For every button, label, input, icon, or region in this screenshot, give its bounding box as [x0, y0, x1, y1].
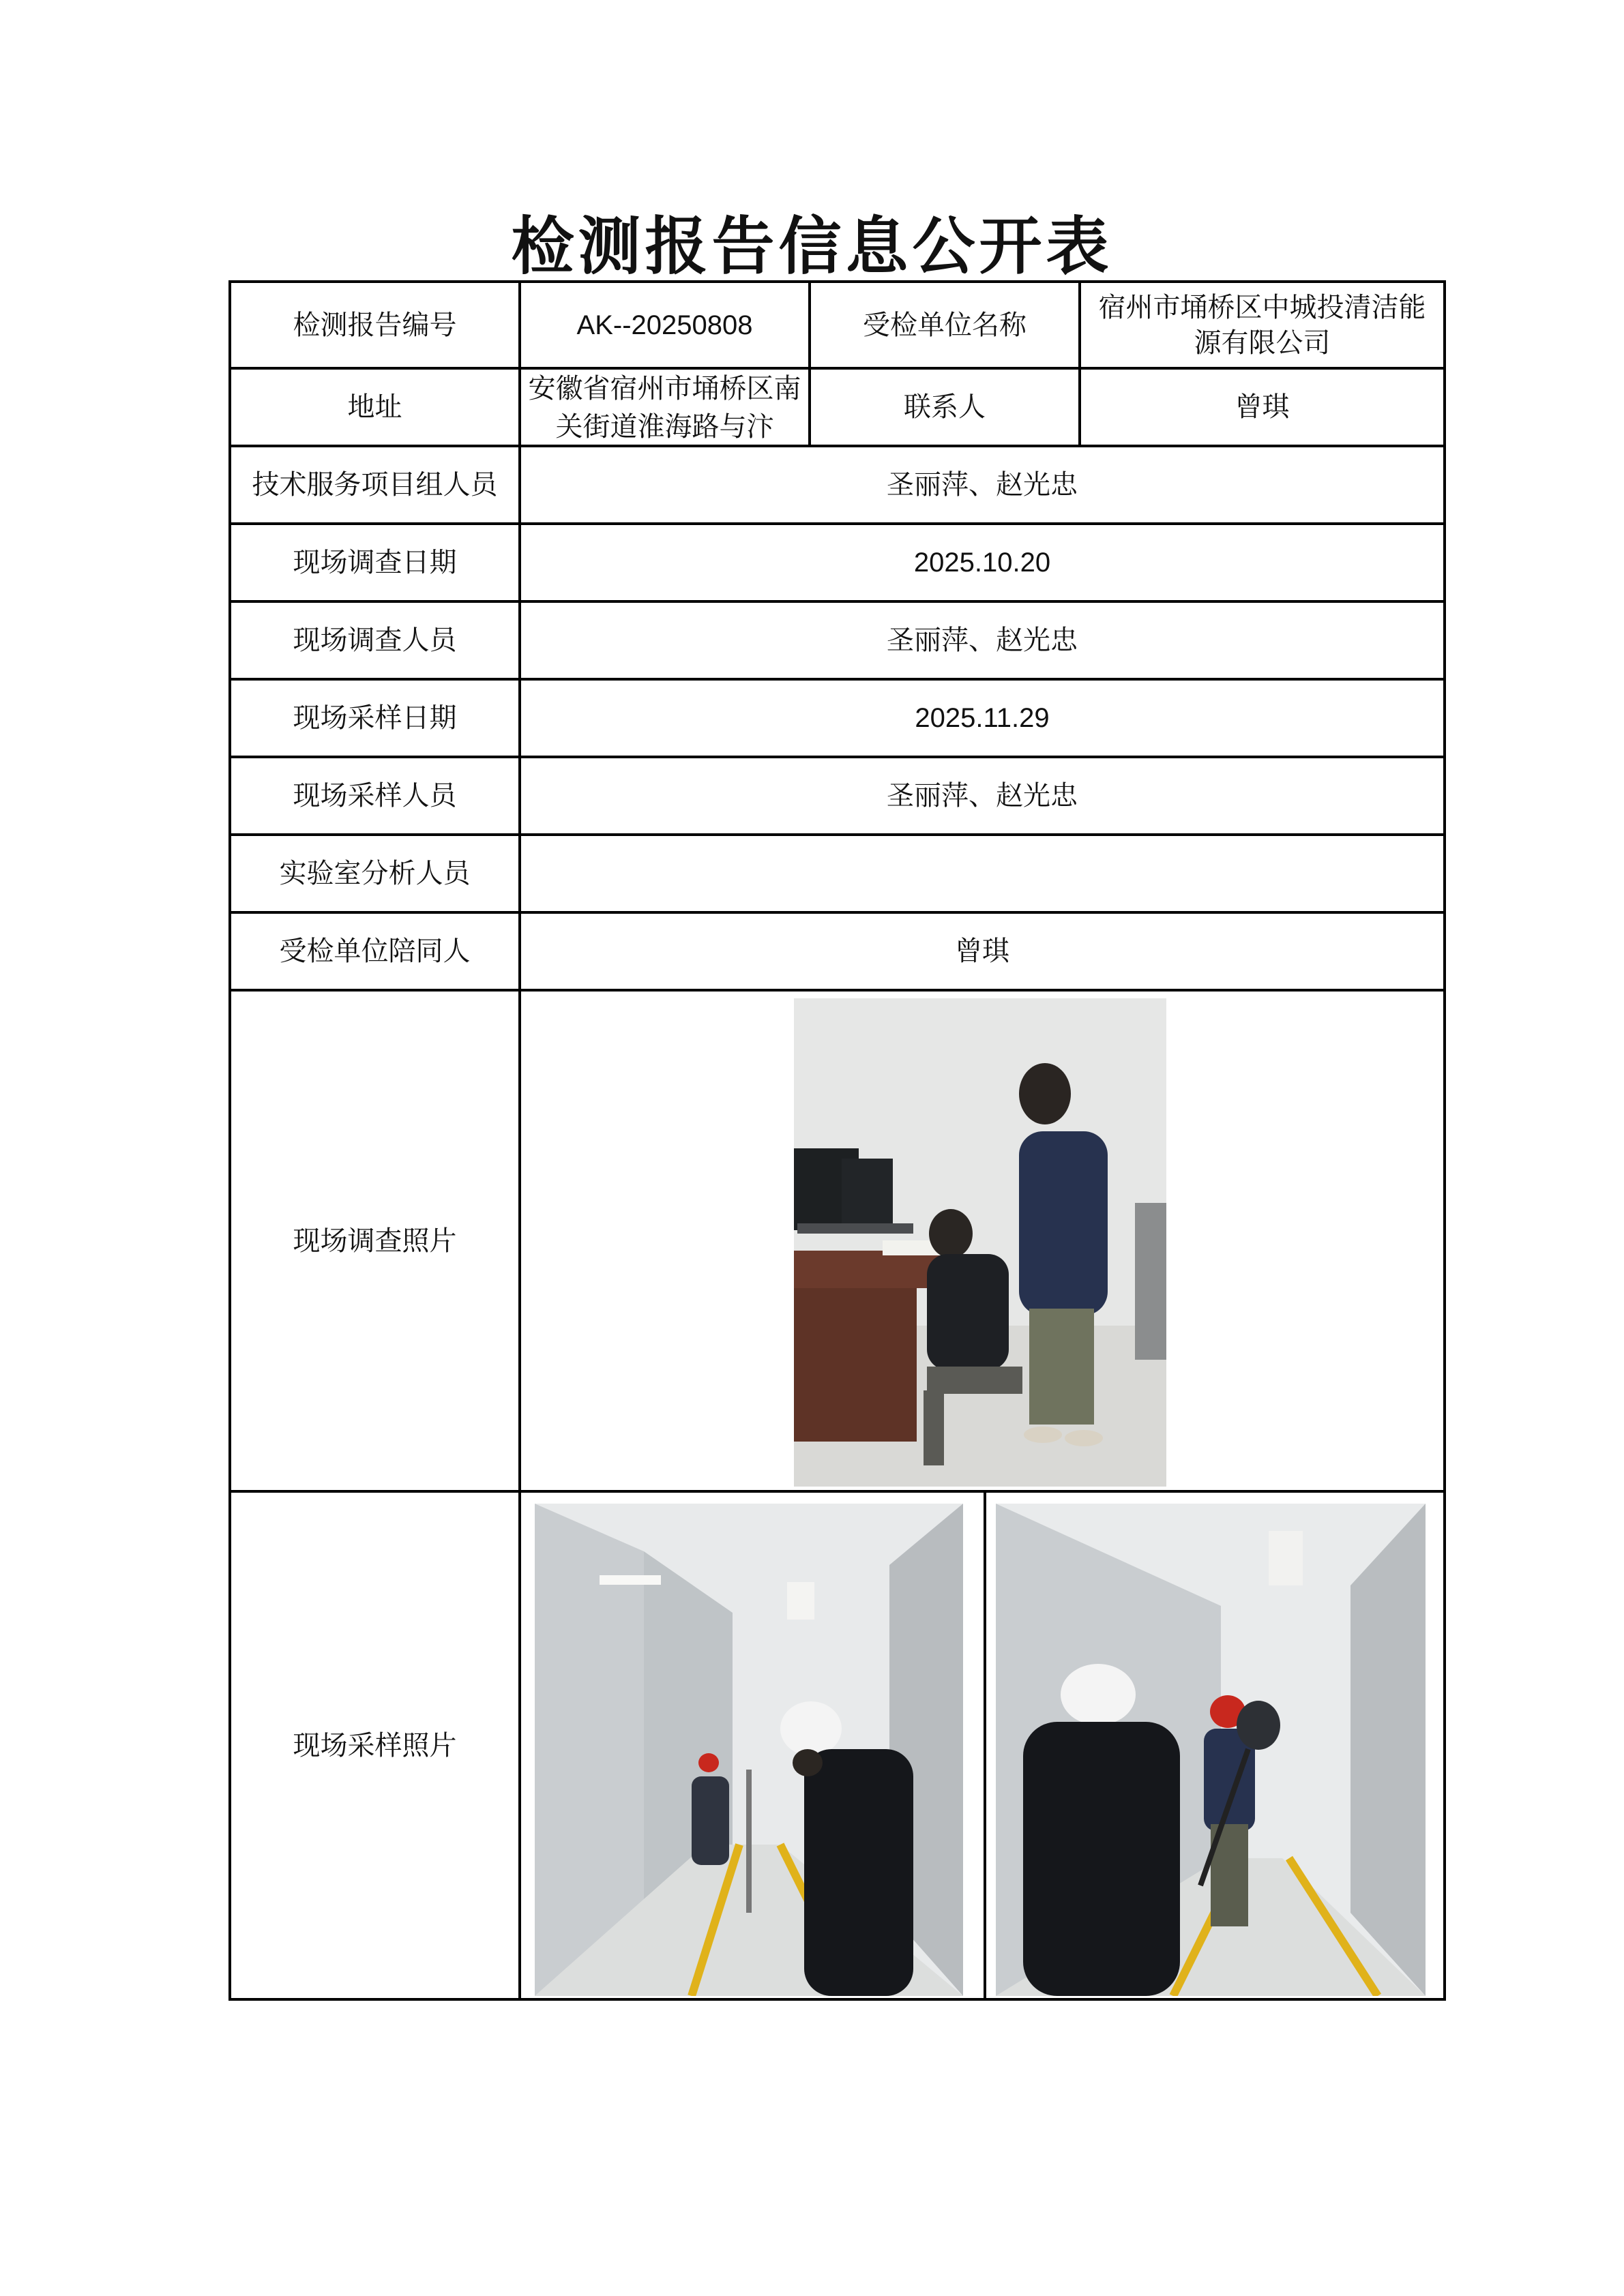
sampling-date-label: 现场采样日期: [230, 679, 520, 757]
report-no-label: 检测报告编号: [230, 282, 520, 368]
sampling-photo-left: [535, 1504, 963, 1996]
photo-divider: [984, 1493, 986, 1999]
escort-label: 受检单位陪同人: [230, 912, 520, 990]
row-lab-staff: [230, 835, 1445, 912]
unit-name-label: 受检单位名称: [810, 282, 1080, 368]
sampling-photo-label: 现场采样照片: [230, 1491, 520, 1999]
row-survey-date: [230, 524, 1445, 601]
sampling-photo-right: [996, 1504, 1426, 1996]
info-table: [228, 280, 1446, 2001]
row-escort: [230, 912, 1445, 990]
address-value-cell: [520, 368, 810, 446]
switchgear-room-image-right: [996, 1504, 1426, 1996]
lab-staff-label: 实验室分析人员: [230, 835, 520, 912]
report-no-value: AK--20250808: [520, 282, 810, 368]
escort-value: 曾琪: [520, 912, 1445, 990]
unit-name-value: 宿州市埇桥区中城投清洁能源有限公司: [1080, 282, 1445, 368]
survey-photo: [794, 998, 1166, 1487]
contact-value: 曾琪: [1080, 368, 1445, 446]
row-survey-staff: [230, 601, 1445, 679]
sampling-staff-value: 圣丽萍、赵光忠: [520, 757, 1445, 835]
address-value: 安徽省宿州市埇桥区南关街道淮海路与汴: [528, 373, 801, 443]
office-inspection-image: [794, 998, 1166, 1487]
row-sampling-photo: [230, 1491, 1445, 1999]
lab-staff-value: [520, 835, 1445, 912]
switchgear-room-image-left: [535, 1504, 963, 1996]
page-title: 检测报告信息公开表: [511, 209, 1113, 283]
sampling-date-value: 2025.11.29: [520, 679, 1445, 757]
row-team: [230, 446, 1445, 524]
survey-staff-value: 圣丽萍、赵光忠: [520, 601, 1445, 679]
survey-date-label: 现场调查日期: [230, 524, 520, 601]
row-address: [230, 368, 1445, 446]
survey-date-value: 2025.10.20: [520, 524, 1445, 601]
team-label: 技术服务项目组人员: [230, 446, 520, 524]
survey-photo-cell: [520, 990, 1445, 1491]
row-report-no: [230, 282, 1445, 368]
row-survey-photo: [230, 990, 1445, 1491]
sampling-photo-cell: [520, 1491, 1445, 1999]
row-sampling-staff: [230, 757, 1445, 835]
address-label: 地址: [230, 368, 520, 446]
row-sampling-date: [230, 679, 1445, 757]
team-value: 圣丽萍、赵光忠: [520, 446, 1445, 524]
survey-staff-label: 现场调查人员: [230, 601, 520, 679]
contact-label: 联系人: [810, 368, 1080, 446]
survey-photo-label: 现场调查照片: [230, 990, 520, 1491]
sampling-staff-label: 现场采样人员: [230, 757, 520, 835]
